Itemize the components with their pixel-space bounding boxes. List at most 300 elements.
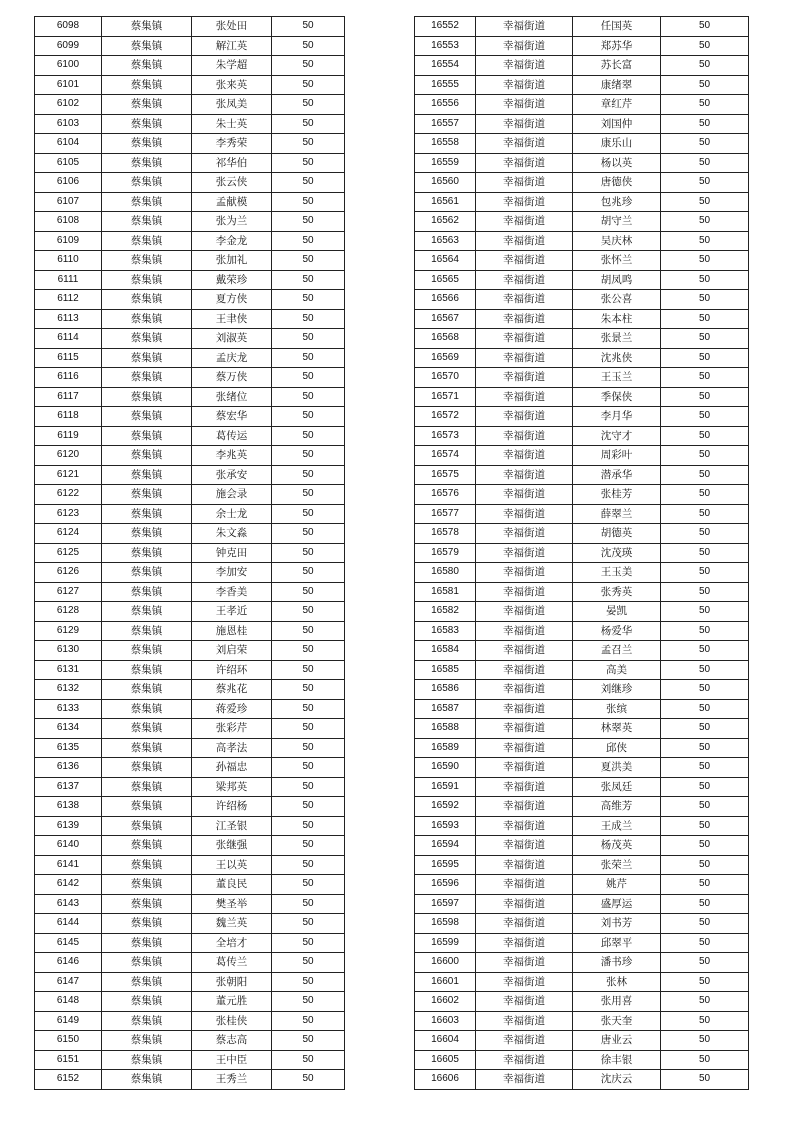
cell-id: 6142 [35, 875, 102, 895]
cell-town: 幸福街道 [476, 660, 573, 680]
cell-town: 幸福街道 [476, 465, 573, 485]
cell-amount: 50 [661, 192, 749, 212]
cell-amount: 50 [272, 758, 345, 778]
cell-town: 幸福街道 [476, 816, 573, 836]
cell-town: 蔡集镇 [102, 192, 192, 212]
cell-name: 张处田 [192, 17, 272, 37]
cell-town: 蔡集镇 [102, 1070, 192, 1090]
table-row [415, 699, 749, 719]
cell-amount: 50 [661, 17, 749, 37]
cell-town: 蔡集镇 [102, 95, 192, 115]
cell-town: 蔡集镇 [102, 231, 192, 251]
cell-amount: 50 [661, 914, 749, 934]
cell-town: 幸福街道 [476, 56, 573, 76]
cell-town: 蔡集镇 [102, 699, 192, 719]
table-row [35, 836, 345, 856]
table-row [415, 387, 749, 407]
cell-name: 戴荣珍 [192, 270, 272, 290]
table-row [35, 270, 345, 290]
cell-amount: 50 [661, 641, 749, 661]
table-row [415, 738, 749, 758]
cell-town: 蔡集镇 [102, 290, 192, 310]
cell-id: 16560 [415, 173, 476, 193]
cell-town: 幸福街道 [476, 368, 573, 388]
table-row [35, 192, 345, 212]
cell-amount: 50 [272, 114, 345, 134]
cell-id: 16592 [415, 797, 476, 817]
table-row [415, 777, 749, 797]
cell-id: 16602 [415, 992, 476, 1012]
cell-id: 16605 [415, 1050, 476, 1070]
cell-amount: 50 [272, 329, 345, 349]
cell-town: 蔡集镇 [102, 933, 192, 953]
cell-id: 16572 [415, 407, 476, 427]
table-row [35, 777, 345, 797]
cell-id: 16569 [415, 348, 476, 368]
cell-town: 幸福街道 [476, 485, 573, 505]
table-row [415, 153, 749, 173]
cell-amount: 50 [272, 212, 345, 232]
cell-name: 张天奎 [573, 1011, 661, 1031]
table-row [35, 1070, 345, 1090]
table-row [35, 816, 345, 836]
cell-name: 施恩桂 [192, 621, 272, 641]
cell-id: 16561 [415, 192, 476, 212]
cell-id: 6111 [35, 270, 102, 290]
cell-town: 幸福街道 [476, 348, 573, 368]
cell-name: 姚芹 [573, 875, 661, 895]
cell-town: 蔡集镇 [102, 680, 192, 700]
cell-amount: 50 [661, 836, 749, 856]
table-row [415, 173, 749, 193]
cell-amount: 50 [272, 407, 345, 427]
cell-id: 6126 [35, 563, 102, 583]
cell-name: 邱翠平 [573, 933, 661, 953]
cell-amount: 50 [661, 621, 749, 641]
cell-id: 16576 [415, 485, 476, 505]
cell-town: 幸福街道 [476, 894, 573, 914]
cell-id: 6119 [35, 426, 102, 446]
table-row [35, 95, 345, 115]
cell-town: 幸福街道 [476, 602, 573, 622]
cell-id: 6148 [35, 992, 102, 1012]
cell-id: 6106 [35, 173, 102, 193]
cell-amount: 50 [272, 524, 345, 544]
cell-name: 朱学超 [192, 56, 272, 76]
table-row [35, 641, 345, 661]
cell-amount: 50 [272, 777, 345, 797]
cell-town: 幸福街道 [476, 719, 573, 739]
cell-town: 幸福街道 [476, 192, 573, 212]
cell-name: 董良民 [192, 875, 272, 895]
cell-town: 蔡集镇 [102, 348, 192, 368]
right-table [414, 16, 749, 1090]
table-row [35, 953, 345, 973]
cell-id: 6118 [35, 407, 102, 427]
cell-amount: 50 [661, 680, 749, 700]
cell-id: 16573 [415, 426, 476, 446]
cell-name: 蔡宏华 [192, 407, 272, 427]
cell-amount: 50 [661, 114, 749, 134]
cell-name: 邱侠 [573, 738, 661, 758]
cell-id: 16563 [415, 231, 476, 251]
table-row [35, 582, 345, 602]
cell-id: 16585 [415, 660, 476, 680]
cell-amount: 50 [661, 855, 749, 875]
table-row [35, 1050, 345, 1070]
cell-name: 张云侠 [192, 173, 272, 193]
cell-amount: 50 [272, 153, 345, 173]
cell-amount: 50 [661, 582, 749, 602]
cell-town: 蔡集镇 [102, 543, 192, 563]
table-row [35, 134, 345, 154]
table-row [35, 173, 345, 193]
cell-name: 全培才 [192, 933, 272, 953]
cell-id: 16583 [415, 621, 476, 641]
cell-name: 施会录 [192, 485, 272, 505]
cell-amount: 50 [661, 56, 749, 76]
table-row [35, 504, 345, 524]
cell-amount: 50 [661, 1011, 749, 1031]
cell-amount: 50 [272, 446, 345, 466]
cell-town: 幸福街道 [476, 407, 573, 427]
cell-id: 6116 [35, 368, 102, 388]
cell-amount: 50 [272, 680, 345, 700]
cell-amount: 50 [661, 173, 749, 193]
cell-name: 张为兰 [192, 212, 272, 232]
cell-town: 蔡集镇 [102, 251, 192, 271]
cell-name: 张桂芳 [573, 485, 661, 505]
cell-id: 6152 [35, 1070, 102, 1090]
cell-name: 葛传兰 [192, 953, 272, 973]
cell-name: 王玉美 [573, 563, 661, 583]
cell-id: 16554 [415, 56, 476, 76]
cell-name: 朱文淼 [192, 524, 272, 544]
table-row [415, 758, 749, 778]
cell-id: 6151 [35, 1050, 102, 1070]
cell-id: 16586 [415, 680, 476, 700]
cell-amount: 50 [272, 56, 345, 76]
cell-amount: 50 [272, 192, 345, 212]
cell-id: 16557 [415, 114, 476, 134]
cell-id: 16606 [415, 1070, 476, 1090]
cell-amount: 50 [661, 368, 749, 388]
table-row [415, 894, 749, 914]
cell-id: 16604 [415, 1031, 476, 1051]
cell-id: 16559 [415, 153, 476, 173]
table-row [35, 563, 345, 583]
table-row [35, 36, 345, 56]
cell-town: 幸福街道 [476, 114, 573, 134]
cell-id: 16591 [415, 777, 476, 797]
table-row [415, 680, 749, 700]
cell-town: 幸福街道 [476, 972, 573, 992]
table-row [415, 407, 749, 427]
cell-id: 6124 [35, 524, 102, 544]
table-row [415, 816, 749, 836]
cell-name: 朱士英 [192, 114, 272, 134]
cell-town: 幸福街道 [476, 992, 573, 1012]
cell-name: 李月华 [573, 407, 661, 427]
cell-name: 沈守才 [573, 426, 661, 446]
cell-name: 张缤 [573, 699, 661, 719]
table-row [35, 855, 345, 875]
cell-name: 潘书珍 [573, 953, 661, 973]
left-table [34, 16, 345, 1090]
table-row [35, 290, 345, 310]
table-row [415, 251, 749, 271]
cell-id: 6123 [35, 504, 102, 524]
cell-name: 张荣兰 [573, 855, 661, 875]
cell-id: 16571 [415, 387, 476, 407]
table-row [415, 1011, 749, 1031]
cell-amount: 50 [272, 504, 345, 524]
cell-id: 16568 [415, 329, 476, 349]
cell-name: 江圣银 [192, 816, 272, 836]
cell-name: 包兆珍 [573, 192, 661, 212]
cell-id: 16599 [415, 933, 476, 953]
cell-town: 蔡集镇 [102, 36, 192, 56]
cell-town: 幸福街道 [476, 173, 573, 193]
table-row [35, 1031, 345, 1051]
cell-name: 王聿侠 [192, 309, 272, 329]
cell-amount: 50 [661, 933, 749, 953]
cell-amount: 50 [661, 95, 749, 115]
cell-amount: 50 [272, 134, 345, 154]
cell-id: 6129 [35, 621, 102, 641]
table-row [415, 524, 749, 544]
cell-town: 幸福街道 [476, 1050, 573, 1070]
cell-name: 刘启荣 [192, 641, 272, 661]
table-row [415, 75, 749, 95]
table-row [415, 582, 749, 602]
cell-name: 李金龙 [192, 231, 272, 251]
table-row [35, 485, 345, 505]
cell-town: 蔡集镇 [102, 972, 192, 992]
cell-name: 季保侠 [573, 387, 661, 407]
cell-id: 6109 [35, 231, 102, 251]
cell-amount: 50 [661, 251, 749, 271]
cell-amount: 50 [272, 1011, 345, 1031]
cell-id: 6144 [35, 914, 102, 934]
cell-name: 夏方侠 [192, 290, 272, 310]
table-row [415, 446, 749, 466]
cell-amount: 50 [272, 173, 345, 193]
cell-amount: 50 [272, 485, 345, 505]
cell-town: 幸福街道 [476, 758, 573, 778]
cell-amount: 50 [661, 270, 749, 290]
table-row [415, 953, 749, 973]
cell-amount: 50 [661, 797, 749, 817]
cell-name: 孟庆龙 [192, 348, 272, 368]
cell-name: 葛传运 [192, 426, 272, 446]
cell-name: 张来英 [192, 75, 272, 95]
cell-town: 蔡集镇 [102, 992, 192, 1012]
table-row [35, 387, 345, 407]
cell-id: 6137 [35, 777, 102, 797]
cell-town: 蔡集镇 [102, 309, 192, 329]
cell-name: 张朝阳 [192, 972, 272, 992]
cell-id: 16582 [415, 602, 476, 622]
cell-town: 蔡集镇 [102, 836, 192, 856]
table-row [415, 914, 749, 934]
cell-name: 王中臣 [192, 1050, 272, 1070]
cell-amount: 50 [272, 699, 345, 719]
table-row [415, 1070, 749, 1090]
cell-id: 16579 [415, 543, 476, 563]
cell-id: 6138 [35, 797, 102, 817]
cell-town: 蔡集镇 [102, 524, 192, 544]
table-row [415, 36, 749, 56]
cell-town: 蔡集镇 [102, 1050, 192, 1070]
table-row [415, 602, 749, 622]
cell-town: 蔡集镇 [102, 56, 192, 76]
cell-amount: 50 [661, 992, 749, 1012]
cell-name: 徐丰银 [573, 1050, 661, 1070]
cell-town: 蔡集镇 [102, 758, 192, 778]
cell-amount: 50 [661, 543, 749, 563]
cell-amount: 50 [661, 485, 749, 505]
cell-amount: 50 [272, 641, 345, 661]
cell-town: 幸福街道 [476, 641, 573, 661]
cell-town: 蔡集镇 [102, 875, 192, 895]
cell-name: 李加安 [192, 563, 272, 583]
cell-id: 16552 [415, 17, 476, 37]
table-row [35, 524, 345, 544]
cell-town: 蔡集镇 [102, 134, 192, 154]
cell-amount: 50 [272, 1050, 345, 1070]
cell-id: 6114 [35, 329, 102, 349]
cell-id: 16581 [415, 582, 476, 602]
table-row [35, 348, 345, 368]
cell-name: 张林 [573, 972, 661, 992]
cell-id: 6115 [35, 348, 102, 368]
cell-amount: 50 [661, 36, 749, 56]
table-row [35, 1011, 345, 1031]
cell-town: 幸福街道 [476, 251, 573, 271]
cell-town: 蔡集镇 [102, 75, 192, 95]
table-row [415, 192, 749, 212]
table-row [415, 329, 749, 349]
cell-amount: 50 [272, 309, 345, 329]
cell-id: 6104 [35, 134, 102, 154]
table-row [415, 855, 749, 875]
cell-id: 16597 [415, 894, 476, 914]
table-row [35, 894, 345, 914]
cell-town: 蔡集镇 [102, 914, 192, 934]
cell-name: 董元胜 [192, 992, 272, 1012]
cell-amount: 50 [272, 914, 345, 934]
cell-name: 蔡万侠 [192, 368, 272, 388]
cell-amount: 50 [661, 134, 749, 154]
cell-amount: 50 [661, 387, 749, 407]
cell-town: 蔡集镇 [102, 270, 192, 290]
cell-id: 16600 [415, 953, 476, 973]
cell-town: 蔡集镇 [102, 153, 192, 173]
cell-amount: 50 [272, 992, 345, 1012]
cell-name: 蔡志高 [192, 1031, 272, 1051]
cell-town: 幸福街道 [476, 777, 573, 797]
cell-name: 沈庆云 [573, 1070, 661, 1090]
cell-town: 幸福街道 [476, 953, 573, 973]
cell-id: 16584 [415, 641, 476, 661]
cell-town: 幸福街道 [476, 738, 573, 758]
table-row [35, 719, 345, 739]
cell-name: 余士龙 [192, 504, 272, 524]
cell-amount: 50 [272, 426, 345, 446]
cell-town: 幸福街道 [476, 504, 573, 524]
table-row [415, 1031, 749, 1051]
cell-amount: 50 [661, 1050, 749, 1070]
cell-town: 幸福街道 [476, 309, 573, 329]
cell-amount: 50 [272, 290, 345, 310]
cell-town: 蔡集镇 [102, 17, 192, 37]
cell-town: 幸福街道 [476, 933, 573, 953]
cell-name: 王成兰 [573, 816, 661, 836]
table-row [35, 329, 345, 349]
cell-town: 幸福街道 [476, 914, 573, 934]
table-row [35, 758, 345, 778]
cell-town: 蔡集镇 [102, 329, 192, 349]
cell-amount: 50 [661, 1070, 749, 1090]
table-row [35, 543, 345, 563]
cell-name: 苏长富 [573, 56, 661, 76]
cell-name: 李兆英 [192, 446, 272, 466]
table-row [415, 309, 749, 329]
cell-name: 胡德英 [573, 524, 661, 544]
cell-name: 胡守兰 [573, 212, 661, 232]
cell-name: 梁邦英 [192, 777, 272, 797]
cell-name: 张用喜 [573, 992, 661, 1012]
cell-town: 幸福街道 [476, 680, 573, 700]
cell-town: 幸福街道 [476, 426, 573, 446]
cell-town: 蔡集镇 [102, 485, 192, 505]
cell-id: 6150 [35, 1031, 102, 1051]
table-row [415, 660, 749, 680]
cell-amount: 50 [661, 777, 749, 797]
cell-name: 朱本柱 [573, 309, 661, 329]
table-row [415, 368, 749, 388]
table-row [415, 17, 749, 37]
table-row [415, 563, 749, 583]
cell-name: 康绪翠 [573, 75, 661, 95]
cell-name: 钟克田 [192, 543, 272, 563]
cell-name: 许绍环 [192, 660, 272, 680]
cell-amount: 50 [661, 231, 749, 251]
cell-amount: 50 [661, 875, 749, 895]
cell-town: 蔡集镇 [102, 387, 192, 407]
cell-name: 盛厚运 [573, 894, 661, 914]
cell-id: 16553 [415, 36, 476, 56]
cell-name: 刘书芳 [573, 914, 661, 934]
cell-amount: 50 [661, 758, 749, 778]
cell-name: 张继强 [192, 836, 272, 856]
table-row [415, 114, 749, 134]
cell-town: 蔡集镇 [102, 563, 192, 583]
cell-name: 章红芹 [573, 95, 661, 115]
cell-id: 16574 [415, 446, 476, 466]
cell-id: 6117 [35, 387, 102, 407]
cell-id: 16590 [415, 758, 476, 778]
cell-id: 6128 [35, 602, 102, 622]
cell-name: 祁华伯 [192, 153, 272, 173]
table-row [415, 543, 749, 563]
cell-amount: 50 [661, 348, 749, 368]
right-table-body [415, 17, 749, 1090]
cell-id: 6120 [35, 446, 102, 466]
cell-name: 王玉兰 [573, 368, 661, 388]
cell-amount: 50 [272, 251, 345, 271]
